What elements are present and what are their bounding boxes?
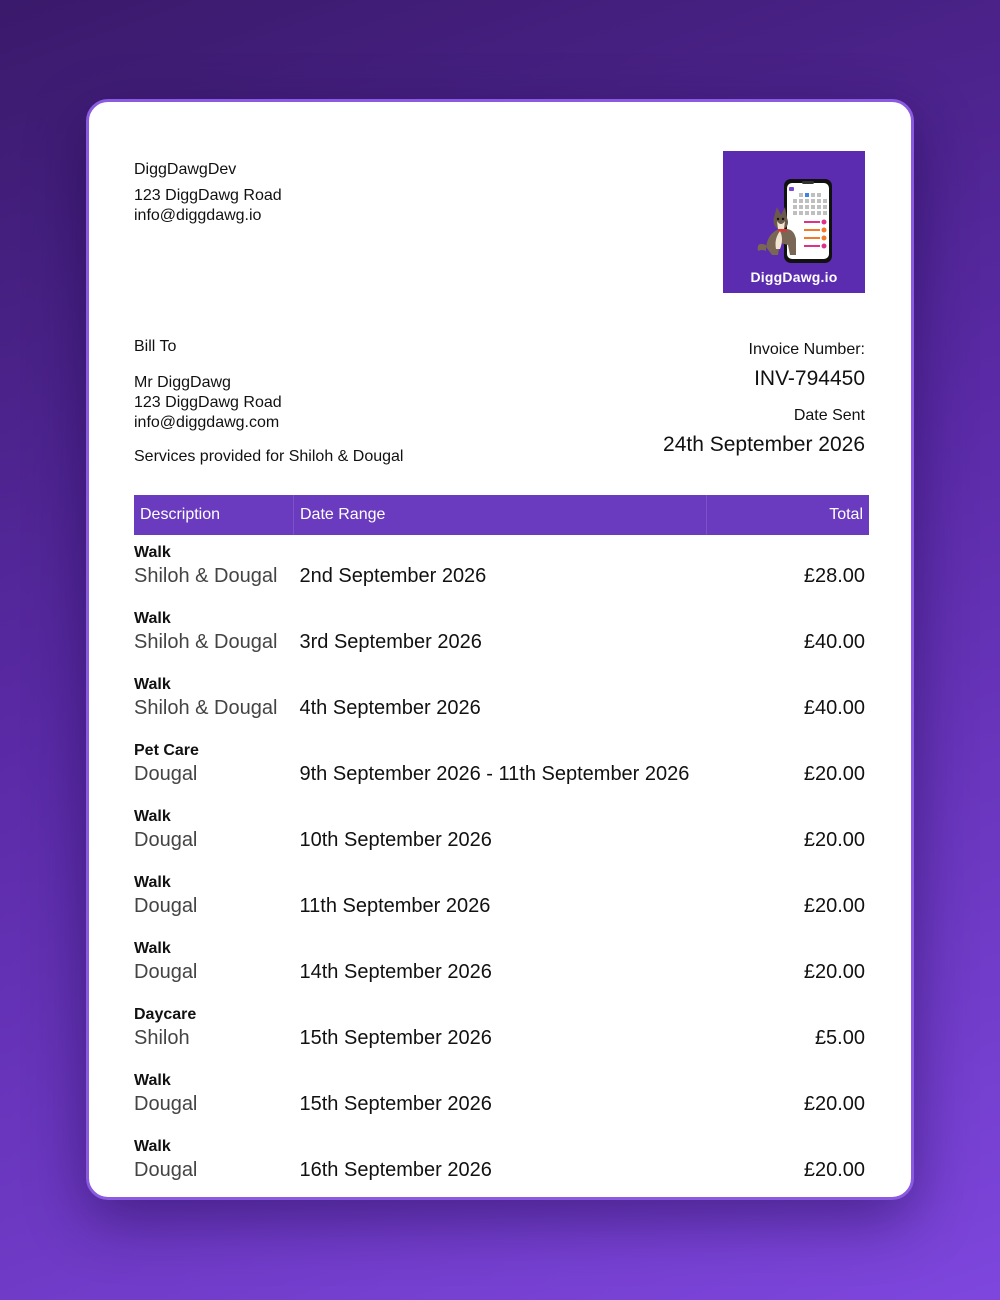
row-pets: Dougal — [134, 1159, 198, 1181]
row-pets: Dougal — [134, 895, 198, 917]
row-pets: Dougal — [134, 763, 198, 785]
row-date-range: 14th September 2026 — [299, 961, 492, 983]
row-service-type: Walk — [134, 676, 171, 693]
row-total: £40.00 — [803, 631, 865, 653]
client-email: info@diggdawg.com — [134, 414, 280, 431]
row-service-type: Daycare — [134, 1006, 197, 1023]
row-total: £20.00 — [803, 961, 865, 983]
header-description: Description — [134, 495, 294, 535]
table-row — [134, 1055, 869, 1121]
header-total: Total — [707, 495, 870, 535]
row-service-type: Walk — [134, 544, 171, 561]
company-logo — [723, 151, 865, 293]
row-date-range: 10th September 2026 — [299, 829, 492, 851]
row-total: £40.00 — [803, 697, 865, 719]
row-pets: Shiloh — [134, 1027, 190, 1049]
table-row — [134, 593, 869, 659]
row-pets: Dougal — [134, 1093, 198, 1115]
row-pets: Shiloh & Dougal — [134, 631, 278, 653]
client-address: 123 DiggDawg Road — [134, 394, 282, 411]
invoice-number-label: Invoice Number: — [748, 341, 865, 358]
row-service-type: Walk — [134, 808, 171, 825]
row-service-type: Walk — [134, 874, 171, 891]
row-service-type: Walk — [134, 1138, 171, 1155]
client-name: Mr DiggDawg — [134, 374, 231, 391]
table-row — [134, 791, 869, 857]
services-note: Services provided for Shiloh & Dougal — [134, 448, 404, 465]
row-pets: Shiloh & Dougal — [134, 565, 278, 587]
row-date-range: 2nd September 2026 — [299, 565, 487, 587]
date-sent: 24th September 2026 — [663, 433, 865, 456]
invoice-meta — [663, 340, 865, 472]
row-service-type: Pet Care — [134, 742, 199, 759]
row-date-range: 4th September 2026 — [299, 697, 481, 719]
row-total: £20.00 — [803, 1093, 865, 1115]
table-row — [134, 659, 869, 725]
sender-name: DiggDawgDev — [134, 161, 237, 178]
row-pets: Shiloh & Dougal — [134, 697, 278, 719]
phone-dog-logo-icon — [744, 169, 844, 269]
bill-to-label: Bill To — [134, 338, 177, 355]
row-total: £5.00 — [814, 1027, 865, 1049]
row-service-type: Walk — [134, 610, 171, 627]
row-total: £28.00 — [803, 565, 865, 587]
table-row — [134, 923, 869, 989]
table-row — [134, 725, 869, 791]
row-total: £20.00 — [803, 1159, 865, 1181]
row-total: £20.00 — [803, 895, 865, 917]
header-date-range: Date Range — [294, 495, 707, 535]
row-date-range: 11th September 2026 — [299, 895, 491, 917]
table-row — [134, 1121, 869, 1187]
row-pets: Dougal — [134, 961, 198, 983]
row-date-range: 16th September 2026 — [299, 1159, 492, 1181]
invoice-number: INV-794450 — [754, 367, 865, 390]
row-date-range: 15th September 2026 — [299, 1093, 492, 1115]
table-header-row — [134, 495, 869, 535]
bill-to-block — [134, 337, 403, 467]
row-service-type: Walk — [134, 1072, 171, 1089]
row-pets: Dougal — [134, 829, 198, 851]
row-service-type: Walk — [134, 940, 171, 957]
table-row — [134, 857, 869, 923]
row-date-range: 15th September 2026 — [299, 1027, 492, 1049]
sender-address: 123 DiggDawg Road — [134, 187, 282, 204]
invoice-card — [86, 99, 914, 1200]
sender-block — [134, 160, 282, 226]
row-total: £20.00 — [803, 763, 865, 785]
table-row — [134, 535, 869, 593]
sender-email: info@diggdawg.io — [134, 207, 262, 224]
table-row — [134, 989, 869, 1055]
logo-text: DiggDawg.io — [750, 269, 838, 285]
row-total: £20.00 — [803, 829, 865, 851]
row-date-range: 9th September 2026 - 11th September 2026 — [299, 763, 690, 785]
line-items-table — [134, 495, 869, 1187]
row-date-range: 3rd September 2026 — [299, 631, 482, 653]
date-sent-label: Date Sent — [793, 407, 865, 424]
